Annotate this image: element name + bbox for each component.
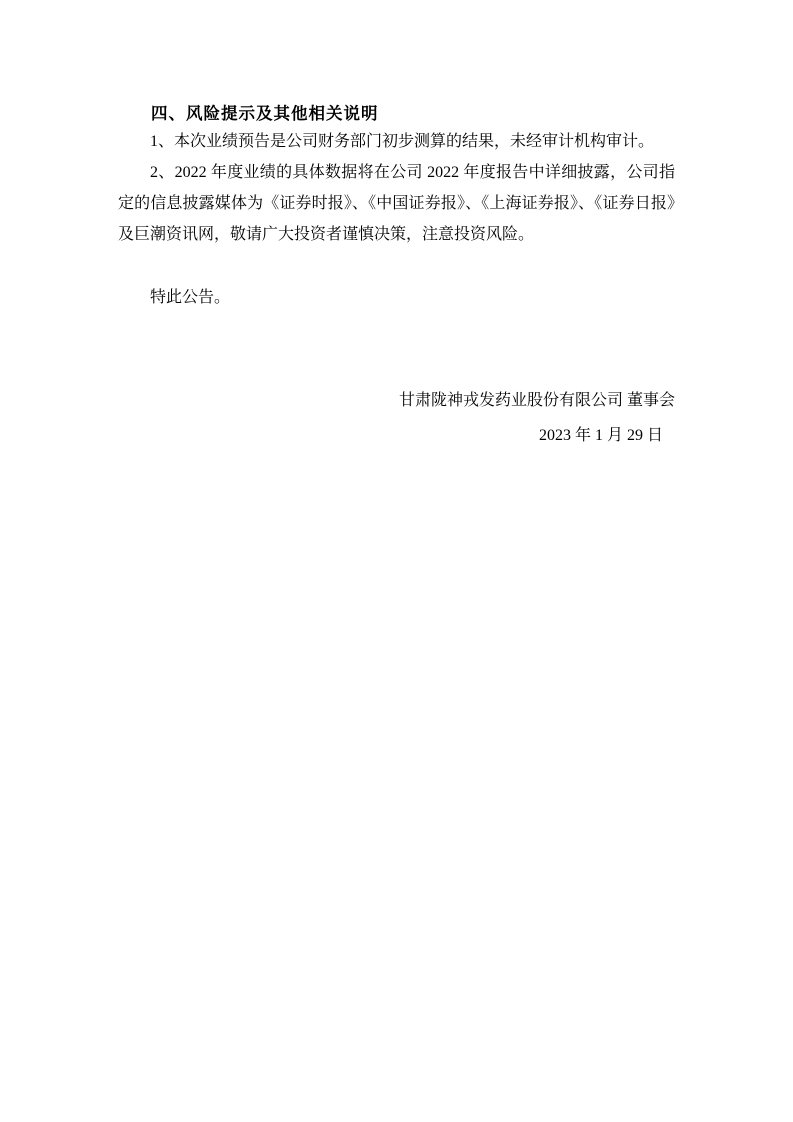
paragraph-audit-note: 1、本次业绩预告是公司财务部门初步测算的结果，未经审计机构审计。 — [150, 133, 655, 150]
signature-company: 甘肃陇神戎发药业股份有限公司 董事会 — [398, 392, 675, 409]
section-heading: 四、风险提示及其他相关说明 — [151, 105, 379, 123]
closing-statement: 特此公告。 — [150, 289, 231, 306]
signature-date: 2023 年 1 月 29 日 — [538, 427, 663, 444]
paragraph-disclosure-media: 2、2022 年度业绩的具体数据将在公司 2022 年度报告中详细披露，公司指定的信息披露媒体为《证券时报》、《中国证券报》、《上海证券报》、《证券日报》及巨潮资讯网，敬请广大投资者谨慎决策，注意投资风险。 — [118, 164, 675, 243]
